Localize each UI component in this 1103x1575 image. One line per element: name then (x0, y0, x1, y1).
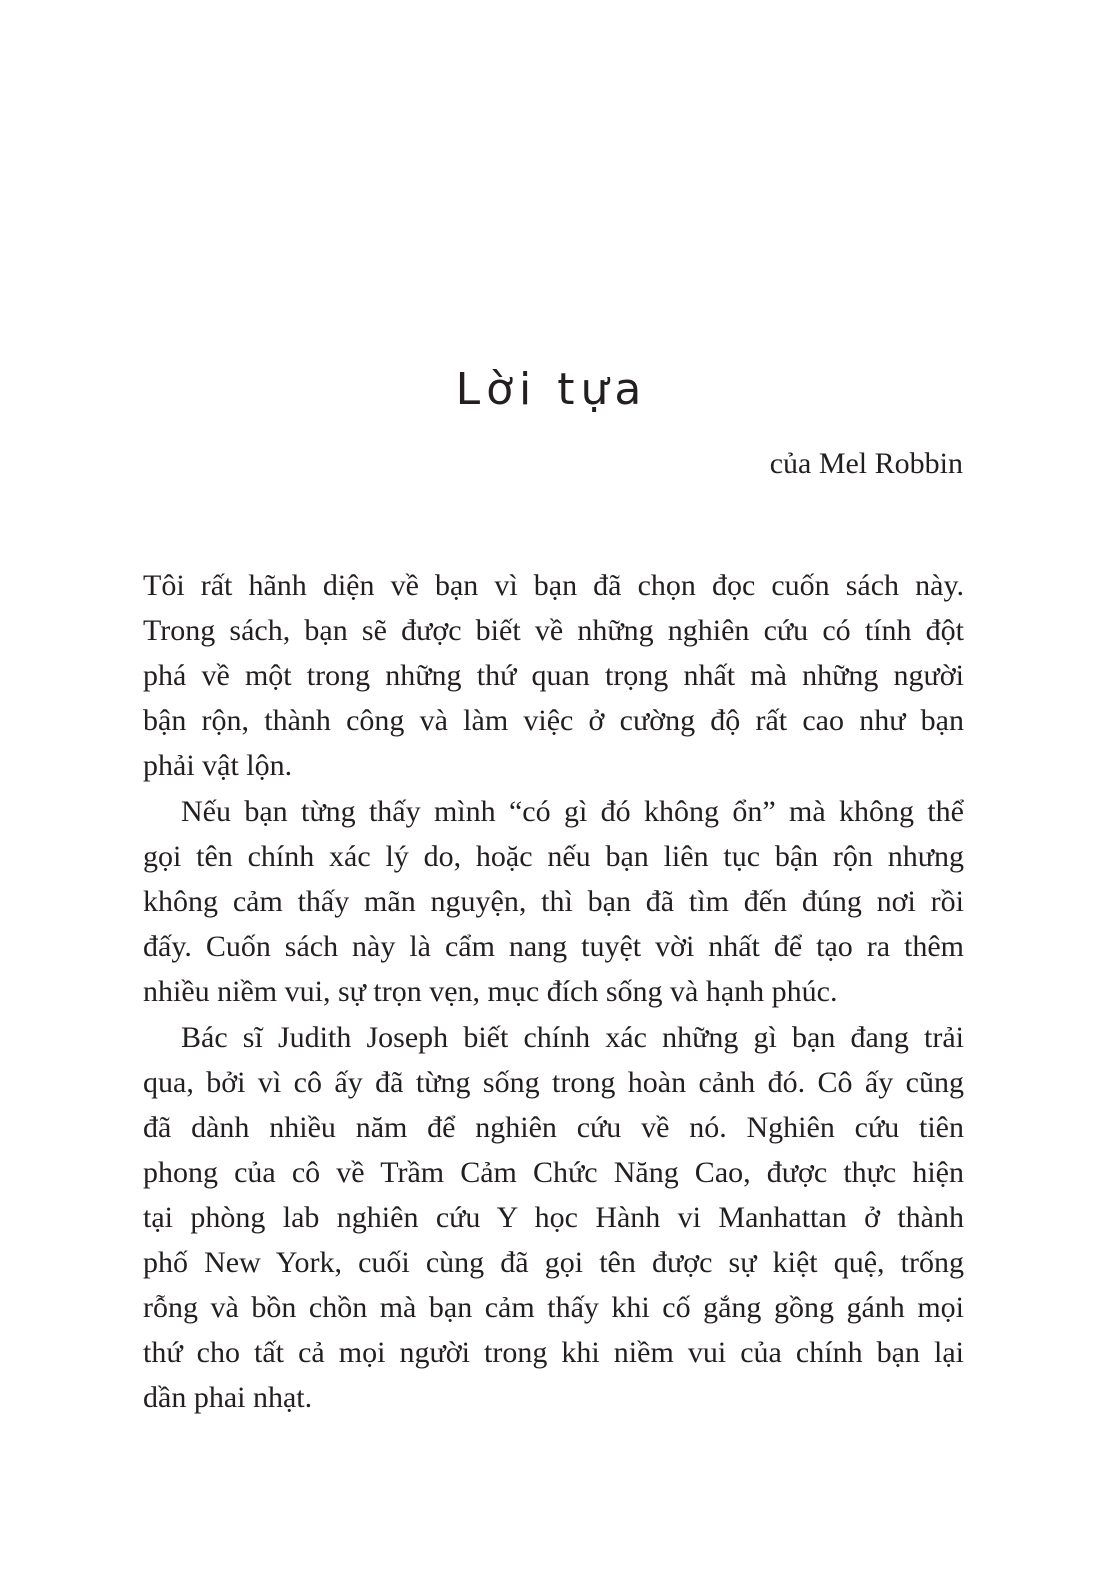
chapter-byline: của Mel Robbin (769, 447, 963, 480)
paragraph-1 (143, 563, 964, 788)
text-line: gọi tên chính xác lý do, hoặc nếu bạn liên tục bận rộn nhưng (143, 840, 964, 873)
chapter-title: Lời tựa (455, 364, 648, 415)
text-line: Nếu bạn từng thấy mình “có gì đó không ổn” mà không thể (181, 795, 964, 828)
text-line: tại phòng lab nghiên cứu Y học Hành vi Manhattan ở thành (143, 1201, 964, 1234)
text-line: thứ cho tất cả mọi người trong khi niềm vui của chính bạn lại (143, 1336, 964, 1369)
paragraph-3 (143, 1015, 964, 1420)
text-line: Tôi rất hãnh diện về bạn vì bạn đã chọn đọc cuốn sách này. (143, 569, 964, 602)
text-line: bận rộn, thành công và làm việc ở cường độ rất cao như bạn (143, 704, 964, 737)
text-line: đã dành nhiều năm để nghiên cứu về nó. Nghiên cứu tiên (143, 1111, 964, 1144)
text-line: phố New York, cuối cùng đã gọi tên được sự kiệt quệ, trống (143, 1246, 964, 1279)
body-text (143, 563, 964, 1421)
text-line: Bác sĩ Judith Joseph biết chính xác những gì bạn đang trải (181, 1021, 964, 1054)
text-line: không cảm thấy mãn nguyện, thì bạn đã tìm đến đúng nơi rồi (143, 885, 964, 918)
text-line: phải vật lộn. (143, 749, 293, 782)
text-line: rỗng và bồn chồn mà bạn cảm thấy khi cố gắng gồng gánh mọi (143, 1291, 964, 1324)
text-line: qua, bởi vì cô ấy đã từng sống trong hoàn cảnh đó. Cô ấy cũng (143, 1066, 964, 1099)
paragraph-2 (143, 789, 964, 1014)
text-line: nhiều niềm vui, sự trọn vẹn, mục đích sống và hạnh phúc. (143, 975, 838, 1008)
text-line: đấy. Cuốn sách này là cẩm nang tuyệt vời nhất để tạo ra thêm (143, 930, 964, 963)
text-line: dần phai nhạt. (143, 1381, 313, 1414)
text-line: phong của cô về Trầm Cảm Chức Năng Cao, được thực hiện (143, 1156, 964, 1189)
text-line: phá về một trong những thứ quan trọng nhất mà những người (143, 659, 964, 692)
text-line: Trong sách, bạn sẽ được biết về những nghiên cứu có tính đột (143, 614, 964, 647)
